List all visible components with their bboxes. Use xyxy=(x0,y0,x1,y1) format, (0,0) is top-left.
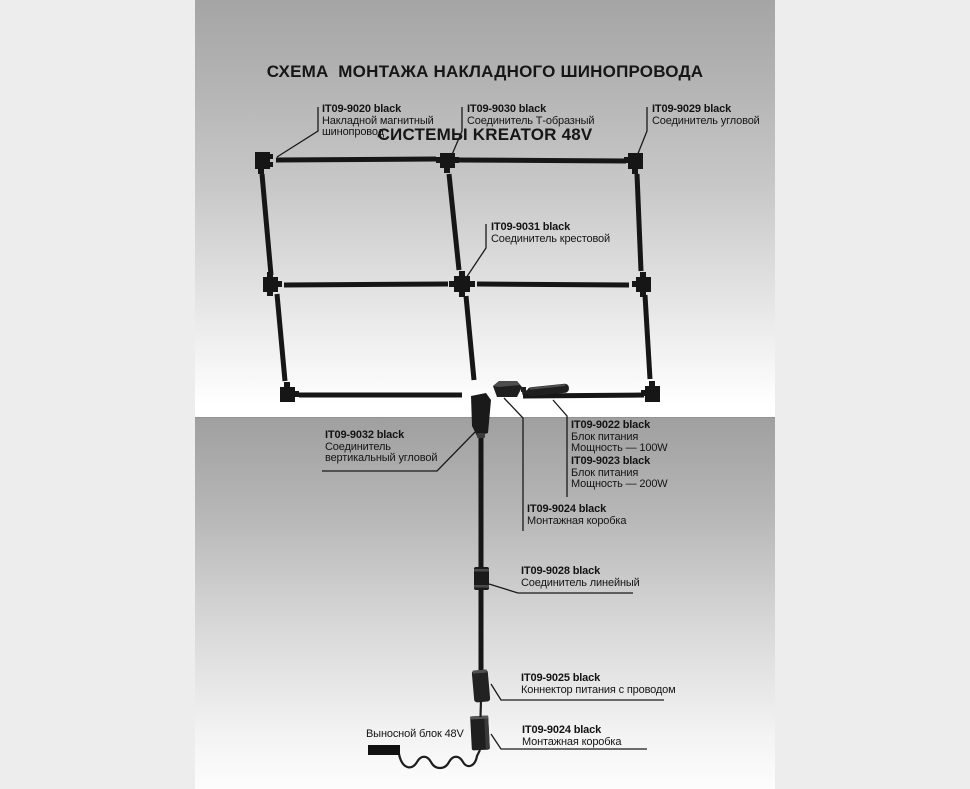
label-it09-9032 xyxy=(325,430,437,465)
label-it09-9023 xyxy=(571,456,668,491)
t-connector-mid-left xyxy=(263,272,282,296)
label-it09-9024-top xyxy=(527,504,626,527)
part-code: IT09-9025 black xyxy=(521,672,601,684)
part-code: IT09-9023 black xyxy=(571,455,651,467)
track-left-column-lower xyxy=(277,294,285,381)
part-code: IT09-9022 black xyxy=(571,419,651,431)
part-desc: Соединитель крестовой xyxy=(491,232,611,245)
part-desc: Соединитель Т-образный xyxy=(467,114,595,127)
track-top-left xyxy=(276,159,436,160)
track-mid-left xyxy=(284,284,448,285)
leader-9024-top xyxy=(504,398,523,531)
part-desc: Мощность — 200W xyxy=(571,478,668,490)
track-top-right xyxy=(459,160,626,161)
label-it09-9028 xyxy=(521,566,640,589)
leader-9030 xyxy=(451,107,462,157)
corner-connector-bottom-right xyxy=(641,381,660,402)
label-it09-9031 xyxy=(491,222,610,245)
part-desc: Мощность — 100W xyxy=(571,442,668,454)
title-line-2: СИСТЕМЫ KREATOR 48V xyxy=(377,125,593,144)
remote-driver-block xyxy=(368,745,400,755)
part-desc: вертикальный угловой xyxy=(325,452,438,464)
label-it09-9030 xyxy=(467,104,594,127)
t-connector-top-center xyxy=(436,153,459,173)
part-desc: Коннектор питания с проводом xyxy=(521,683,676,696)
part-desc: Монтажная коробка xyxy=(522,735,622,748)
cross-connector-mid-center xyxy=(449,271,475,297)
corner-connector-top-left xyxy=(255,152,273,174)
part-desc: Соединитель xyxy=(325,440,391,453)
label-remote-driver xyxy=(366,729,464,741)
part-desc: шинопровод xyxy=(322,126,384,138)
part-desc: Соединитель угловой xyxy=(652,114,760,127)
leader-9029 xyxy=(637,107,647,156)
coiled-supply-cable xyxy=(399,750,480,768)
remote-driver-text: Выносной блок 48V xyxy=(366,728,464,740)
part-code: IT09-9020 black xyxy=(322,103,402,115)
track-right-column-upper xyxy=(637,174,641,271)
part-desc: Накладной магнитный xyxy=(322,114,434,127)
part-desc: Блок питания xyxy=(571,466,639,479)
part-desc: Монтажная коробка xyxy=(527,514,627,527)
part-code: IT09-9030 black xyxy=(467,103,547,115)
vertical-corner-connector xyxy=(471,393,491,438)
title-line-1: СХЕМА МОНТАЖА НАКЛАДНОГО ШИНОПРОВОДА xyxy=(266,62,704,81)
part-desc: Соединитель линейный xyxy=(521,576,640,589)
power-connector-with-cord xyxy=(472,669,491,702)
label-it09-9025 xyxy=(521,673,676,696)
leader-9031 xyxy=(464,224,486,281)
part-code: IT09-9031 black xyxy=(491,221,571,233)
track-center-column-upper xyxy=(449,174,459,270)
part-code: IT09-9032 black xyxy=(325,429,405,441)
label-it09-9029 xyxy=(652,104,760,127)
power-supply-100w xyxy=(493,381,526,397)
mounting-box-bottom xyxy=(470,716,490,751)
track-right-column-lower xyxy=(645,295,650,379)
t-connector-mid-right xyxy=(632,272,651,297)
part-code: IT09-9024 black xyxy=(522,724,602,736)
part-code: IT09-9028 black xyxy=(521,565,601,577)
track-left-column-upper xyxy=(262,174,271,275)
label-it09-9020 xyxy=(322,104,434,139)
part-code: IT09-9029 black xyxy=(652,103,732,115)
corner-connector-top-right xyxy=(624,153,643,174)
label-it09-9024-bottom xyxy=(522,725,621,748)
leader-9020 xyxy=(277,107,318,157)
track-center-column-lower xyxy=(466,296,474,380)
connector-link-wire xyxy=(481,700,482,717)
linear-connector xyxy=(474,567,489,590)
label-it09-9022 xyxy=(571,420,668,455)
corner-connector-bottom-left xyxy=(280,382,299,402)
track-mid-right xyxy=(477,284,629,285)
leader-9022-9023 xyxy=(553,400,567,497)
part-code: IT09-9024 black xyxy=(527,503,607,515)
part-desc: Блок питания xyxy=(571,430,639,443)
